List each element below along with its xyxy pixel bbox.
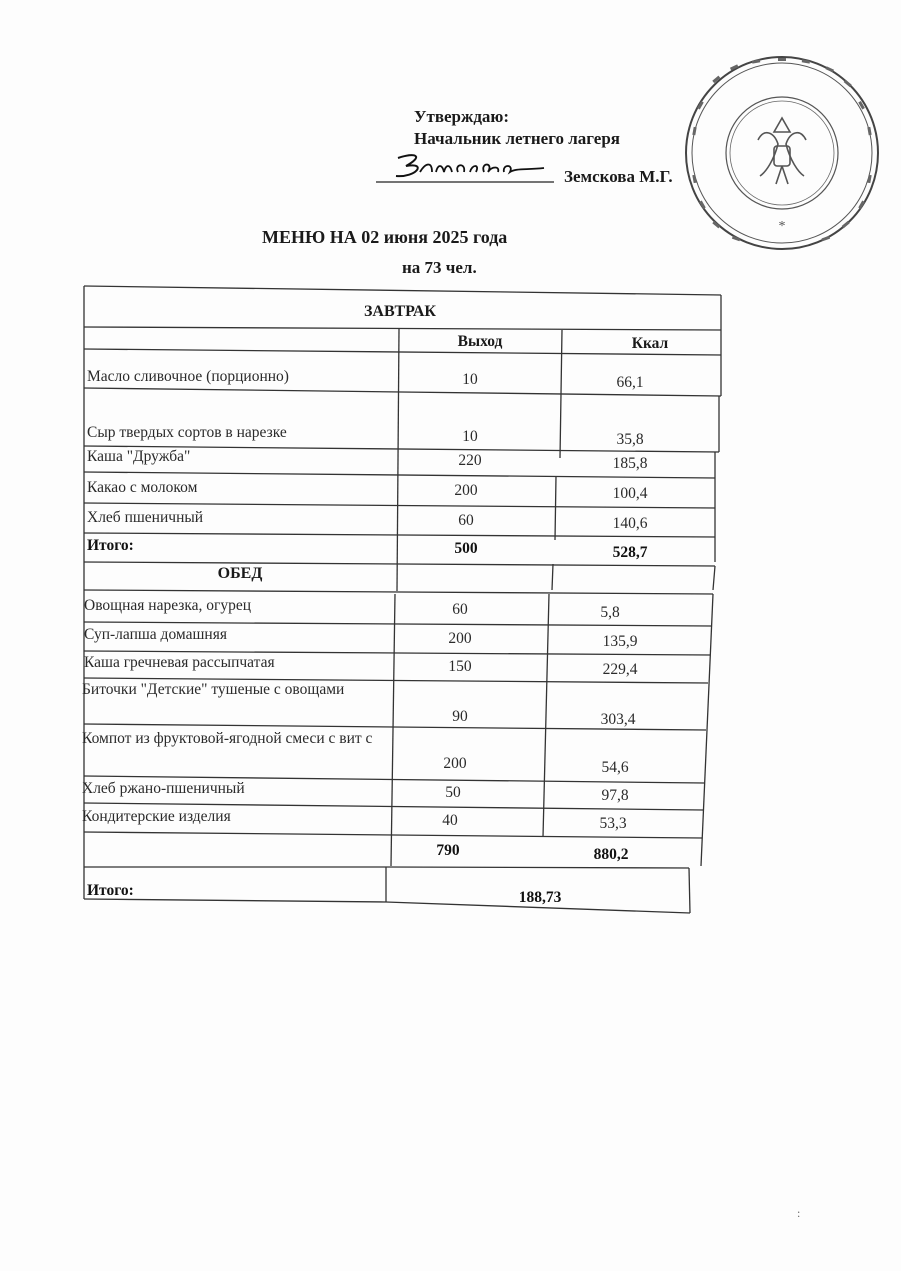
table-row-name: Овощная нарезка, огурец <box>84 597 252 614</box>
table-row-name: Масло сливочное (порционно) <box>87 368 289 385</box>
table-row-kcal: 140,6 <box>612 515 648 532</box>
table-row-output: 60 <box>452 601 468 618</box>
menu-subtitle: на 73 чел. <box>402 258 477 277</box>
table-row-output: 60 <box>458 512 474 529</box>
table-row-output: 40 <box>442 812 458 829</box>
table-row-kcal: 135,9 <box>602 633 638 650</box>
menu-title: МЕНЮ НА 02 июня 2025 года <box>262 227 508 247</box>
approval-block <box>414 106 673 186</box>
school-stamp-image <box>682 48 882 258</box>
table-row-name: Биточки "Детские" тушеные с овощами <box>82 681 345 698</box>
table-row-name: Хлеб ржано-пшеничный <box>82 780 245 797</box>
breakfast-total-label: Итого: <box>87 537 134 554</box>
table-row-output: 10 <box>462 371 478 388</box>
column-header-kcal: Ккал <box>631 335 669 352</box>
table-row-kcal: 229,4 <box>602 661 638 678</box>
table-row-output: 150 <box>448 658 472 675</box>
table-row-kcal: 66,1 <box>616 374 644 391</box>
approver-name: Земскова М.Г. <box>564 167 673 186</box>
breakfast-total-kcal: 528,7 <box>612 544 648 561</box>
table-row-kcal: 35,8 <box>616 431 644 448</box>
breakfast-total-output: 500 <box>454 540 478 557</box>
table-row-name: Хлеб пшеничный <box>87 509 204 526</box>
table-row-name: Суп-лапша домашняя <box>84 626 227 643</box>
lunch-total-output: 790 <box>436 842 460 859</box>
table-row-name: Кондитерские изделия <box>82 808 231 825</box>
grand-total-value: 188,73 <box>518 889 562 906</box>
approver-position: Начальник летнего лагеря <box>414 129 620 148</box>
table-row-kcal: 97,8 <box>601 787 629 804</box>
approve-label: Утверждаю: <box>414 107 510 126</box>
table-row-name: Компот из фруктовой-ягодной смеси с вит с <box>82 730 373 747</box>
table-row-output: 200 <box>454 482 478 499</box>
table-row-output: 50 <box>445 784 461 801</box>
table-row-name: Каша "Дружба" <box>87 448 191 465</box>
table-row-kcal: 5,8 <box>600 604 620 621</box>
table-row-name: Какао с молоком <box>87 479 198 496</box>
table-row-output: 220 <box>458 452 482 469</box>
table-row-kcal: 53,3 <box>599 815 627 832</box>
table-row-name: Каша гречневая рассыпчатая <box>84 654 275 671</box>
breakfast-section-label: ЗАВТРАК <box>363 303 436 320</box>
table-row-output: 90 <box>452 708 468 725</box>
signature-image <box>376 148 566 188</box>
column-header-output: Выход <box>457 333 503 350</box>
page-speck: : <box>797 1206 801 1220</box>
table-row-kcal: 54,6 <box>601 759 629 776</box>
table-row-output: 10 <box>462 428 478 445</box>
table-row-kcal: 303,4 <box>600 711 636 728</box>
grand-total-label: Итого: <box>87 882 134 899</box>
table-row-name: Сыр твердых сортов в нарезке <box>87 424 287 441</box>
lunch-total-kcal: 880,2 <box>593 846 629 863</box>
lunch-section-label: ОБЕД <box>217 565 263 582</box>
table-row-kcal: 185,8 <box>612 455 648 472</box>
svg-text:*: * <box>778 219 786 234</box>
table-row-kcal: 100,4 <box>612 485 648 502</box>
table-row-output: 200 <box>443 755 467 772</box>
table-row-output: 200 <box>448 630 472 647</box>
